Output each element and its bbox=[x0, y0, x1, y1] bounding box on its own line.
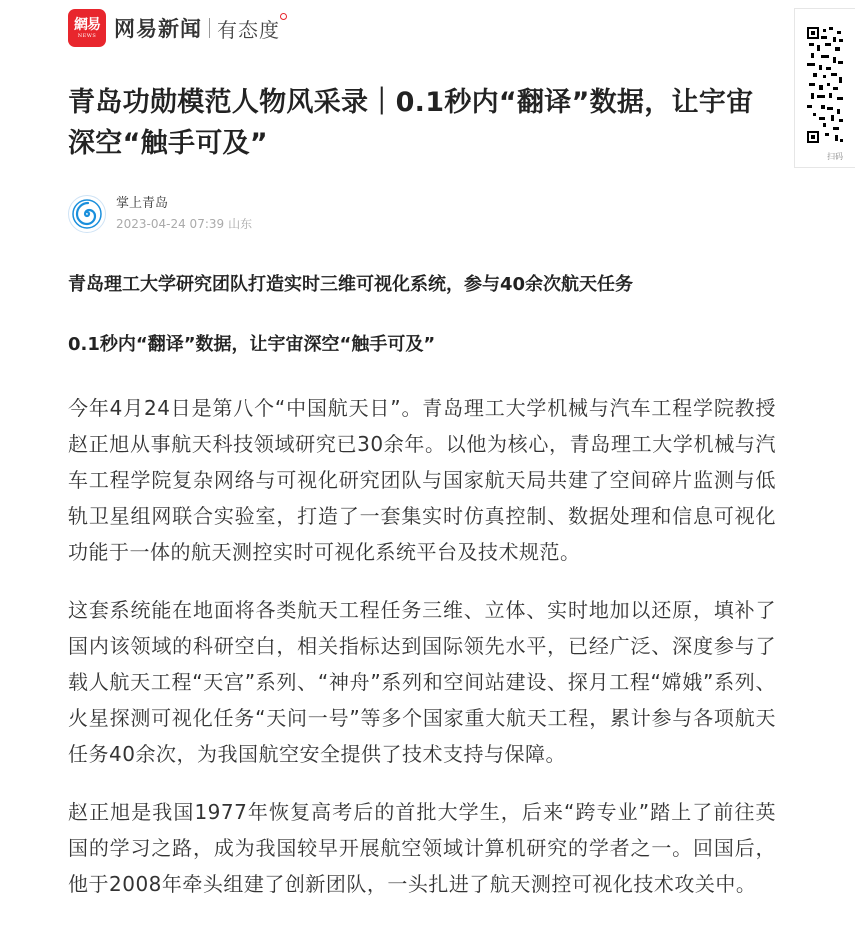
author-meta bbox=[116, 195, 252, 233]
article-paragraph: 这套系统能在地面将各类航天工程任务三维、立体、实时地加以还原，填补了国内该领域的科研空白，相关指标达到国际领先水平，已经广泛、深度参与了载人航天工程“天宫”系列、“神舟”系列和空间站建设、探月工程“嫦娥”系列、火星探测可视化任务“天问一号”等多个国家重大航天工程，累计参与各项航天任务40余次，为我国航空安全提供了技术支持与保障。 bbox=[68, 598, 776, 766]
publish-info bbox=[116, 215, 252, 233]
qr-code-icon bbox=[807, 27, 843, 145]
netease-logo-icon[interactable]: 網易 NEWS bbox=[68, 9, 106, 47]
article-paragraph: 今年4月24日是第八个“中国航天日”。青岛理工大学机械与汽车工程学院教授赵正旭从事航天科技领域研究已30余年。以他为核心，青岛理工大学机械与汽车工程学院复杂网络与可视化研究团队与国家航天局共建了空间碎片监测与低轨卫星组网联合实验室，打造了一套集实时仿真控制、数据处理和信息可视化功能于一体的航天测控实时可视化系统平台及技术规范。 bbox=[68, 396, 776, 564]
qr-caption: 扫码 bbox=[827, 152, 843, 161]
author-row bbox=[68, 195, 252, 233]
logo-divider bbox=[209, 18, 210, 38]
slogan-dot-icon bbox=[280, 13, 287, 20]
site-slogan: 有态度 bbox=[217, 14, 280, 43]
article-subhead: 0.1秒内“翻译”数据，让宇宙深空“触手可及” bbox=[68, 334, 436, 355]
qr-code-panel bbox=[794, 8, 855, 168]
article-title: 青岛功勋模范人物风采录｜0.1秒内“翻译”数据，让宇宙深空“触手可及” bbox=[68, 87, 754, 159]
publish-datetime: 2023-04-24 07:39 bbox=[116, 217, 225, 231]
site-header bbox=[68, 8, 280, 48]
article-paragraph: 赵正旭是我国1977年恢复高考后的首批大学生，后来“跨专业”踏上了前往英国的学习之路，成为我国较早开展航空领域计算机研究的学者之一。回国后，他于2008年牵头组建了创新团队，一头扎进了航天测控可视化技术攻关中。 bbox=[68, 800, 776, 896]
publish-location: 山东 bbox=[228, 217, 253, 231]
site-name[interactable]: 网易新闻 bbox=[114, 17, 202, 41]
author-avatar[interactable] bbox=[68, 195, 106, 233]
author-name[interactable]: 掌上青岛 bbox=[116, 196, 169, 211]
article-subhead: 青岛理工大学研究团队打造实时三维可视化系统，参与40余次航天任务 bbox=[68, 274, 634, 295]
spiral-logo-icon bbox=[72, 199, 102, 229]
